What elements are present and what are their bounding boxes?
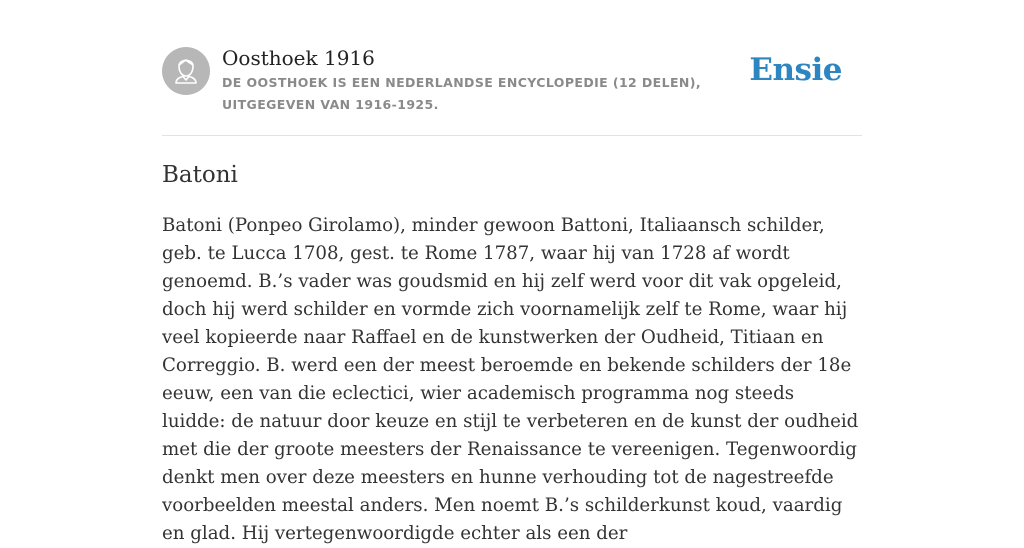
- user-silhouette-icon: [162, 47, 210, 95]
- article-body: Batoni (Ponpeo Girolamo), minder gewoon Battoni, Italiaansch schilder, geb. te Lucca 1708, gest. te Rome 1787, waar hij van 1728 af wordt genoemd. B.’s vader was goudsmid en hij zelf werd voor dit vak opgeleid, doch hij werd schilder en vormde zich voornamelijk zelf te Rome, waar hij veel kopieerde naar Raffael en de kunstwerken der Oudheid, Titiaan en Correggio. B. werd een der meest beroemde en bekende schilders der 18e eeuw, een van die eclectici, wier academisch programma nog steeds luidde: de natuur door keuze en stijl te verbeteren en de kunst der oudheid met die der groote meesters der Renaissance te vereenigen. Tegenwoordig denkt men over deze meesters en hunne verhouding tot de nagestreefde voorbeelden meestal anders. Men noemt B.’s schilderkunst koud, vaardig en glad. Hij vertegenwoordigde echter als een der: [162, 215, 859, 544]
- source-description: DE OOSTHOEK IS EEN NEDERLANDSE ENCYCLOPEDIE (12 DELEN), UITGEGEVEN VAN 1916-1925.: [222, 75, 702, 112]
- source-header: [162, 46, 862, 116]
- source-title[interactable]: Oosthoek 1916: [222, 46, 375, 70]
- ensie-logo[interactable]: Ensie: [749, 52, 842, 88]
- article-title: Batoni: [162, 162, 238, 188]
- source-avatar[interactable]: [162, 47, 210, 95]
- header-divider: [162, 135, 862, 136]
